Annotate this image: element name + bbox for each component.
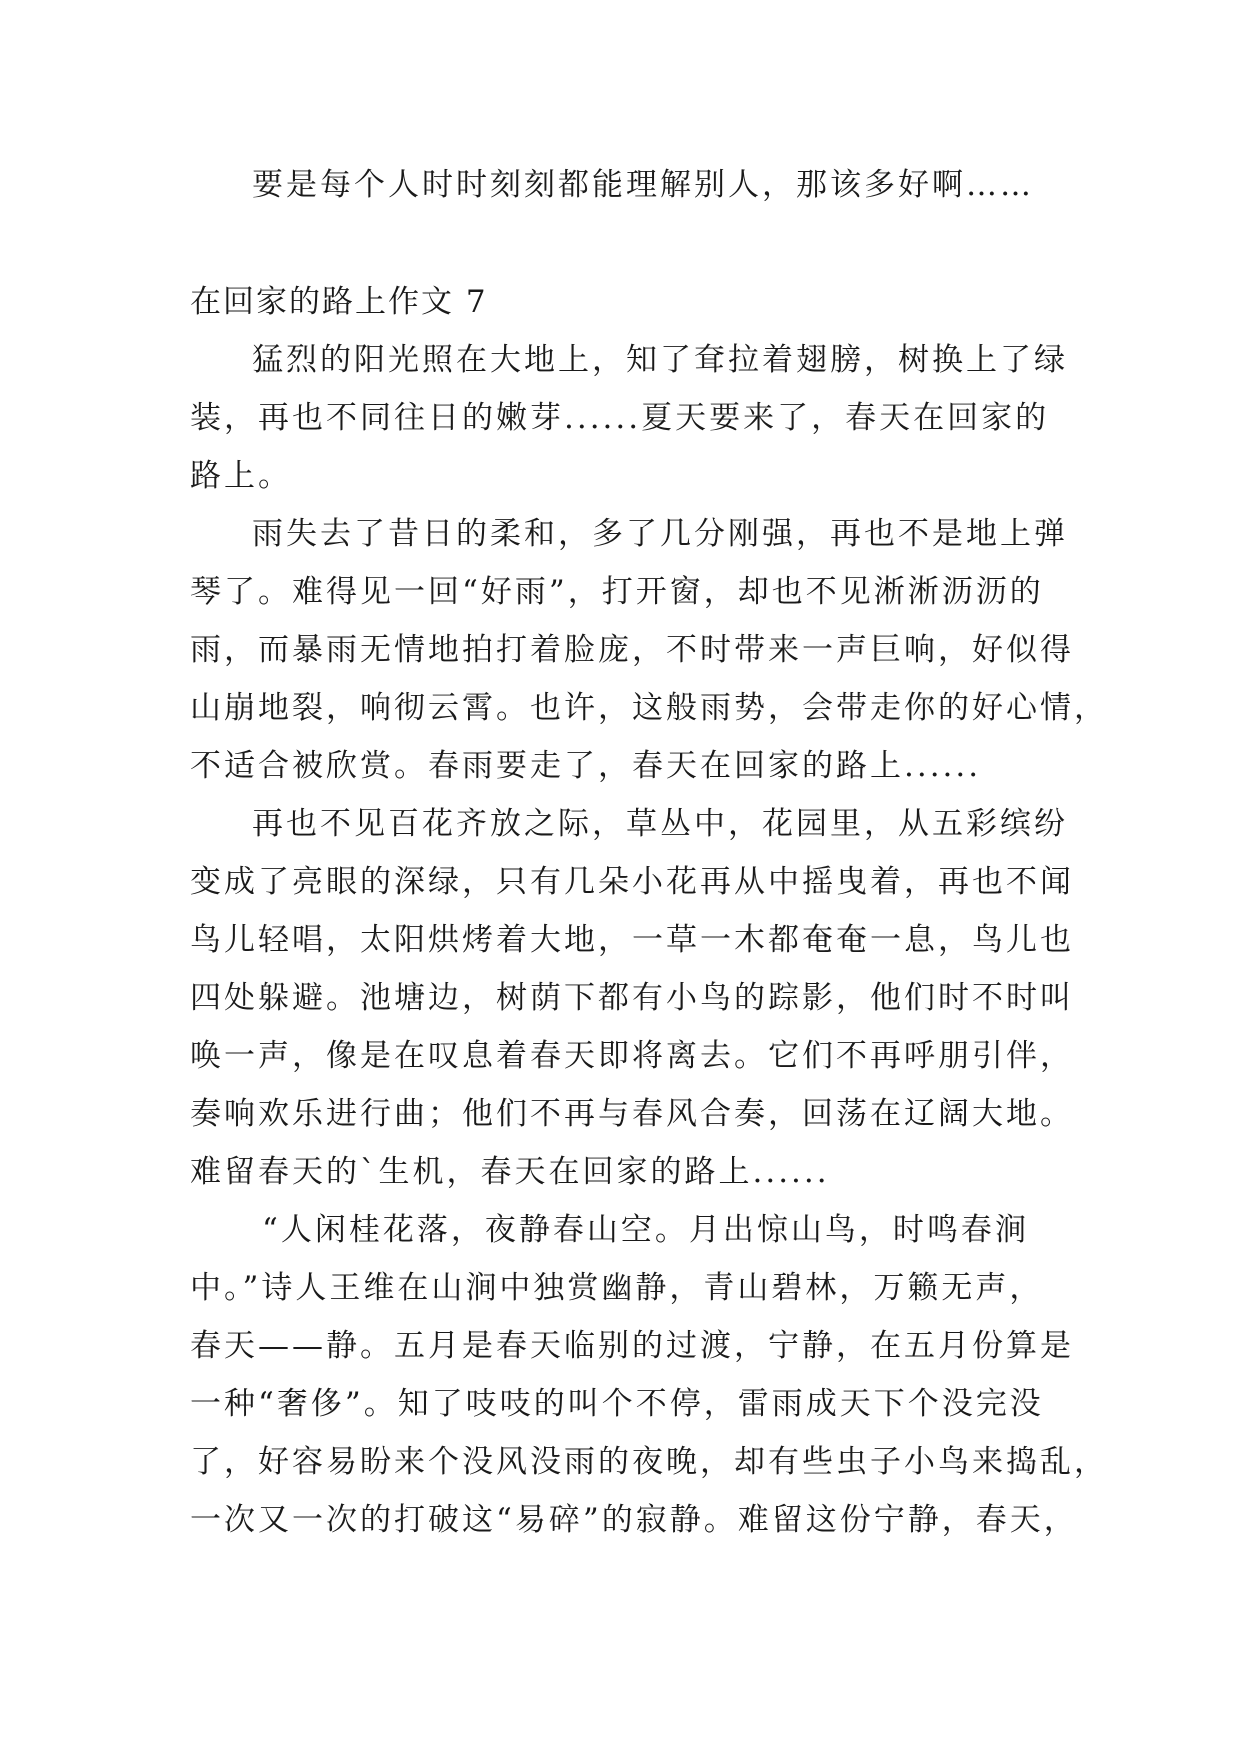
paragraph-line: 唤一声，像是在叹息着春天即将离去。它们不再呼朋引伴， — [190, 1038, 1074, 1074]
intro-line: 要是每个人时时刻刻都能理解别人，那该多好啊…… — [252, 167, 1034, 203]
paragraph-line: 不适合被欣赏。春雨要走了，春天在回家的路上...... — [190, 748, 982, 784]
paragraph-line: 路上。 — [190, 458, 292, 494]
paragraph-line: 四处躲避。池塘边，树荫下都有小鸟的踪影，他们时不时叫 — [190, 980, 1074, 1016]
paragraph-line: 再也不见百花齐放之际，草丛中，花园里，从五彩缤纷 — [252, 806, 1068, 842]
paragraph-line: 春天——静。五月是春天临别的过渡，宁静，在五月份算是 — [190, 1328, 1074, 1364]
essay-title: 在回家的路上作文 7 — [190, 284, 488, 320]
paragraph-line: 雨失去了昔日的柔和，多了几分刚强，再也不是地上弹 — [252, 516, 1068, 552]
paragraph-line: 变成了亮眼的深绿，只有几朵小花再从中摇曳着，再也不闻 — [190, 864, 1074, 900]
paragraph-line: 中。”诗人王维在山涧中独赏幽静，青山碧林，万籁无声， — [190, 1270, 1044, 1306]
paragraph-line: 琴了。难得见一回“好雨”，打开窗，却也不见淅淅沥沥的 — [190, 574, 1044, 610]
paragraph-line: “人闲桂花落，夜静春山空。月出惊山鸟，时鸣春涧 — [262, 1212, 1029, 1248]
paragraph-line: 奏响欢乐进行曲；他们不再与春风合奏，回荡在辽阔大地。 — [190, 1096, 1074, 1132]
paragraph-line: 装，再也不同往日的嫩芽......夏天要来了，春天在回家的 — [190, 400, 1050, 436]
paragraph-line: 了，好容易盼来个没风没雨的夜晚，却有些虫子小鸟来捣乱， — [190, 1444, 1108, 1480]
paragraph-line: 难留春天的`生机，春天在回家的路上...... — [190, 1154, 830, 1190]
paragraph-line: 山崩地裂，响彻云霄。也许，这般雨势，会带走你的好心情， — [190, 690, 1108, 726]
paragraph-line: 雨，而暴雨无情地拍打着脸庞，不时带来一声巨响，好似得 — [190, 632, 1074, 668]
paragraph-line: 鸟儿轻唱，太阳烘烤着大地，一草一木都奄奄一息，鸟儿也 — [190, 922, 1074, 958]
paragraph-line: 一种“奢侈”。知了吱吱的叫个不停，雷雨成天下个没完没 — [190, 1386, 1044, 1422]
paragraph-line: 猛烈的阳光照在大地上，知了耷拉着翅膀，树换上了绿 — [252, 342, 1068, 378]
paragraph-line: 一次又一次的打破这“易碎”的寂静。难留这份宁静，春天， — [190, 1502, 1078, 1538]
